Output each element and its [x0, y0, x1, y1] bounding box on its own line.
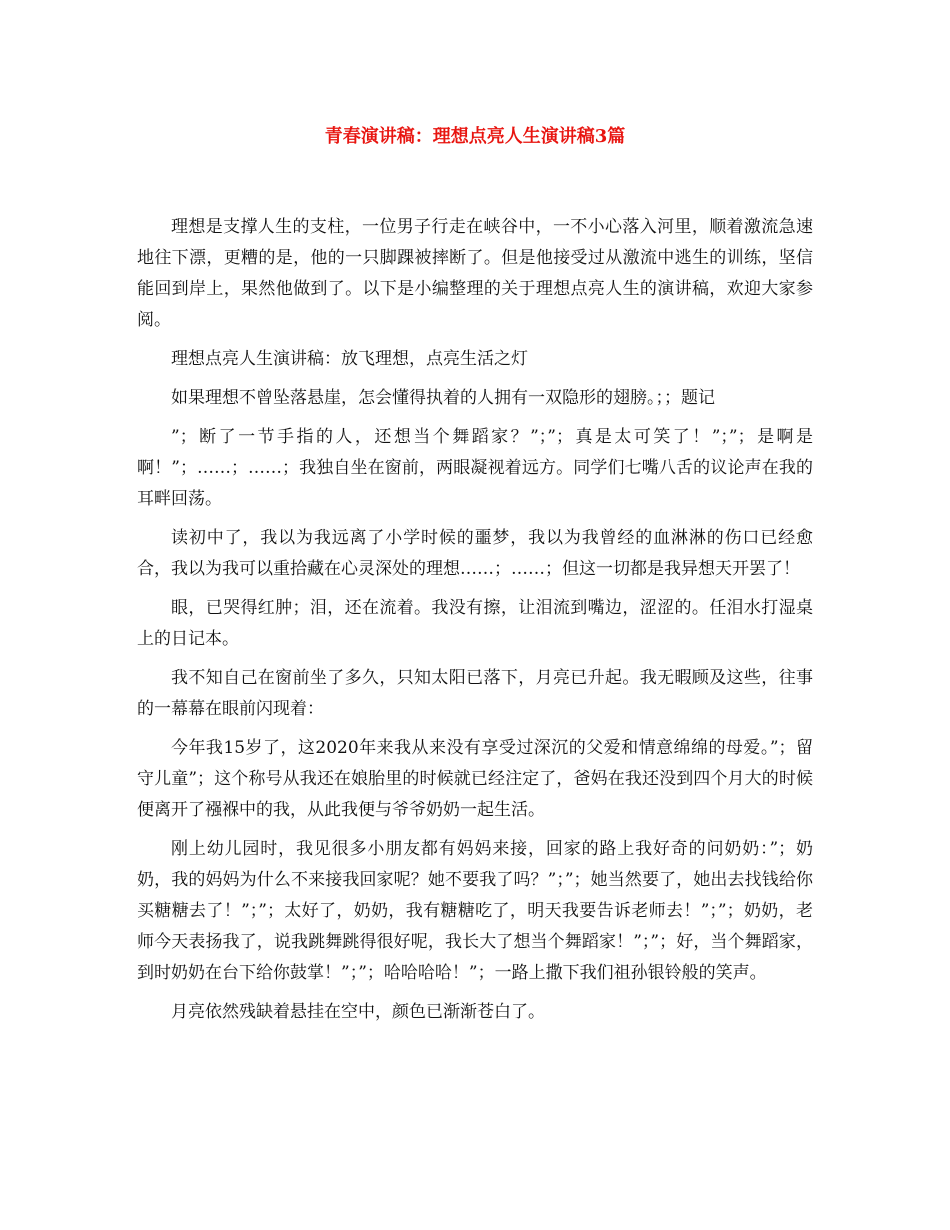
paragraph-epigraph: 如果理想不曾坠落悬崖，怎会懂得执着的人拥有一双隐形的翅膀。；；题记	[171, 388, 715, 408]
document-body	[137, 212, 813, 1036]
paragraph: 我不知自己在窗前坐了多久，只知太阳已落下，月亮已升起。我无暇顾及这些，往事的一幕幕在眼前闪现着：	[137, 668, 813, 719]
paragraph-subtitle: 理想点亮人生演讲稿：放飞理想，点亮生活之灯	[171, 349, 528, 369]
paragraph: 眼，已哭得红肿；泪，还在流着。我没有擦，让泪流到嘴边，涩涩的。任泪水打湿桌上的日记本。	[137, 598, 813, 649]
paragraph: 读初中了，我以为我远离了小学时候的噩梦，我以为我曾经的血淋淋的伤口已经愈合，我以为我可以重拾藏在心灵深处的理想……；……；但这一切都是我异想天开罢了！	[137, 528, 813, 579]
document-title: 青春演讲稿：理想点亮人生演讲稿3篇	[324, 126, 626, 147]
paragraph: ”；断了一节手指的人，还想当个舞蹈家？”；”；真是太可笑了！”；”；是啊是啊！”；……；……；我独自坐在窗前，两眼凝视着远方。同学们七嘴八舌的议论声在我的耳畔回荡。	[137, 427, 813, 509]
paragraph: 今年我15岁了，这2020年来我从来没有享受过深沉的父爱和情意绵绵的母爱。”；留守儿童”；这个称号从我还在娘胎里的时候就已经注定了，爸妈在我还没到四个月大的时候便离开了襁褓中的我，从此我便与爷爷奶奶一起生活。	[137, 738, 813, 820]
paragraph: 月亮依然残缺着悬挂在空中，颜色已渐渐苍白了。	[171, 1002, 545, 1022]
paragraph: 刚上幼儿园时，我见很多小朋友都有妈妈来接，回家的路上我好奇的问奶奶：”；奶奶，我的妈妈为什么不来接我回家呢？她不要我了吗？”；”；她当然要了，她出去找钱给你买糖糖去了！”；”；太好了，奶奶，我有糖糖吃了，明天我要告诉老师去！”；”；奶奶，老师今天表扬我了，说我跳舞跳得很好呢，我长大了想当个舞蹈家！”；”；好，当个舞蹈家，到时奶奶在台下给你鼓掌！”；”；哈哈哈哈！”；一路上撒下我们祖孙银铃般的笑声。	[137, 839, 813, 983]
paragraph-intro: 理想是支撑人生的支柱，一位男子行走在峡谷中，一不小心落入河里，顺着激流急速地往下漂，更糟的是，他的一只脚踝被摔断了。但是他接受过从激流中逃生的训练，坚信能回到岸上，果然他做到了。以下是小编整理的关于理想点亮人生的演讲稿，欢迎大家参阅。	[137, 217, 813, 330]
